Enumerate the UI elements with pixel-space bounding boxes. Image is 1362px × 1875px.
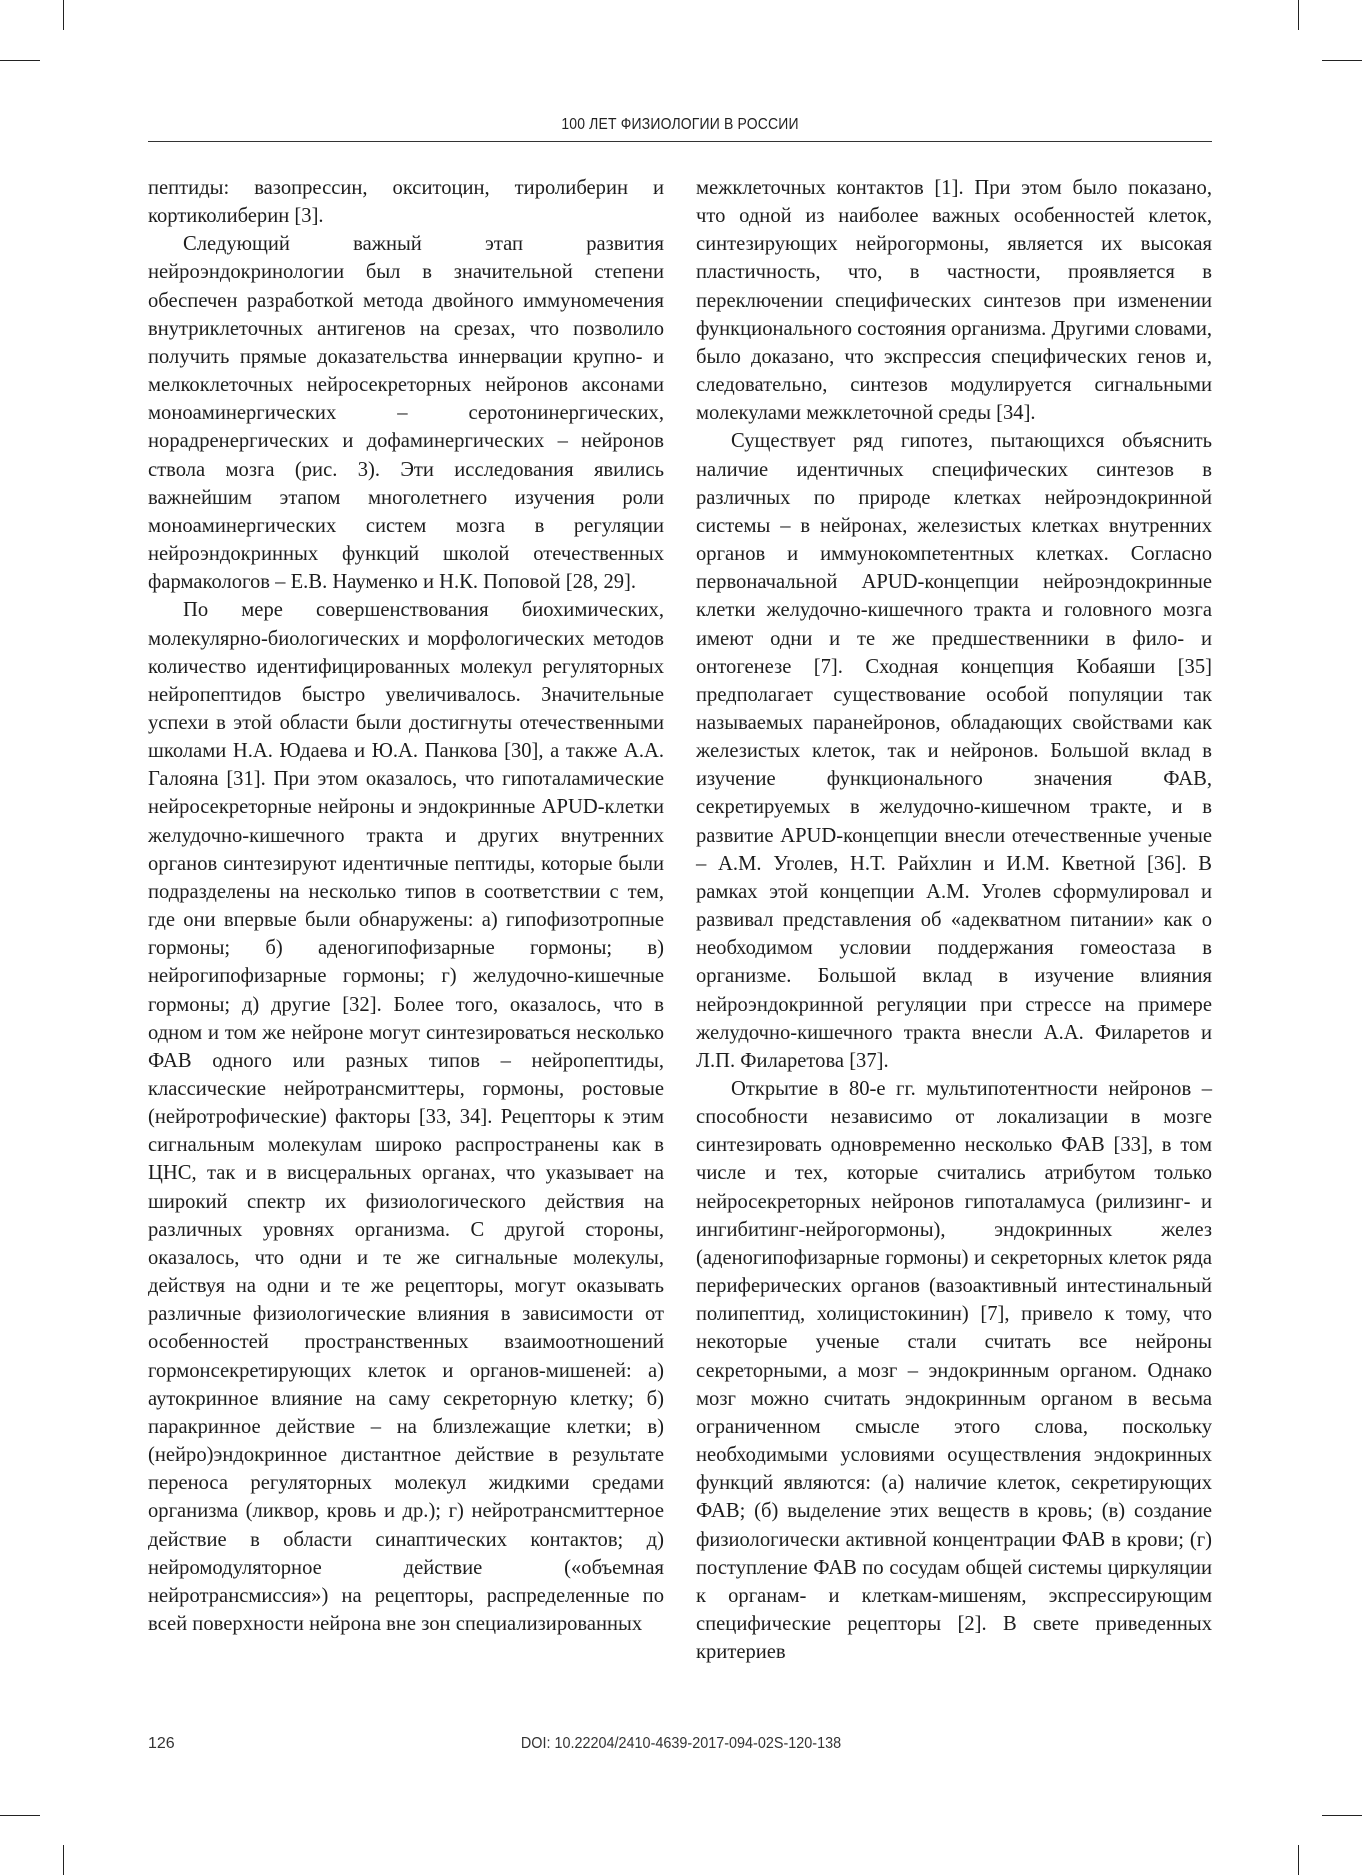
paragraph: пептиды: вазопрессин, окситоцин, тиролиберин и кортиколиберин [3]. — [148, 177, 664, 228]
paragraph: Открытие в 80-е гг. мультипотентности нейронов – способности независимо от локализации в мозге синтезировать одновременно несколько ФАВ [33], в том числе и тех, которые считались атрибутом только нейросекреторных нейронов гипоталамуса (рилизинг- и ингибитинг-нейрогормоны), эндокринных желез (аденогипофизарные гормоны) и секреторных клеток ряда периферических органов (вазоактивный интестинальный полипептид, холицистокинин) [7], привело к тому, что некоторые ученые стали считать все нейроны секреторными, а мозг – эндокринным органом. Однако мозг можно считать эндокринным органом в весьма ограниченном смысле этого слова, поскольку необходимыми условиями осуществления эндокринных функций являются: (а) наличие клеток, секретирующих ФАВ; (б) выделение этих веществ в кровь; (в) создание физиологически активной концентрации ФАВ в крови; (г) поступление ФАВ по сосудам общей системы циркуляции к органам- и клеткам-мишеням, экспрессирующим специфические рецепторы [2]. В свете приведенных критериев — [696, 1078, 1212, 1664]
crop-mark — [1322, 60, 1362, 61]
paragraph: межклеточных контактов [1]. При этом было показано, что одной из наиболее важных особенностей клеток, синтезирующих нейрогормоны, является их высокая пластичность, что, в частности, проявляется в переключении специфических синтезов при изменении функционального состояния организма. Другими словами, было доказано, что экспрессия специфических генов и, следовательно, синтезов модулируется сигнальными молекулами межклеточной среды [34]. — [696, 177, 1212, 425]
crop-mark — [0, 1815, 40, 1816]
crop-mark — [1298, 0, 1299, 30]
running-header: 100 ЛЕТ ФИЗИОЛОГИИ В РОССИИ — [561, 116, 799, 133]
left-column — [148, 174, 664, 1638]
crop-mark — [63, 1845, 64, 1875]
paragraph: Существует ряд гипотез, пытающихся объяснить наличие идентичных специфических синтезов в различных по природе клетках нейроэндокринной системы – в нейронах, железистых клетках внутренних органов и иммунокомпетентных клетках. Согласно первоначальной APUD-концепции нейроэндокринные клетки желудочно-кишечного тракта и головного мозга имеют одни и те же предшественники в фило- и онтогенезе [7]. Сходная концепция Кобаяши [35] предполагает существование особой популяции так называемых паранейронов, обладающих свойствами как железистых клеток, так и нейронов. Большой вклад в изучение функционального значения ФАВ, секретируемых в желудочно-кишечном тракте, и в развитие APUD-концепции внесли отечественные ученые – А.М. Уголев, Н.Т. Райхлин и И.М. Кветной [36]. В рамках этой концепции А.М. Уголев сформулировал и развивал представления об «адекватном питании» как о необходимом условии поддержания гомеостаза в организме. Большой вклад в изучение влияния нейроэндокринной регуляции при стрессе на примере желудочно-кишечного тракта внесли А.А. Филаретов и Л.П. Филаретова [37]. — [696, 430, 1212, 1072]
doi-footer: DOI: 10.22204/2410-4639-2017-094-02S-120-138 — [520, 1735, 842, 1752]
crop-mark — [1298, 1845, 1299, 1875]
crop-mark — [1322, 1815, 1362, 1816]
header-rule — [148, 141, 1212, 142]
crop-mark — [0, 60, 40, 61]
right-column — [696, 174, 1212, 1666]
paragraph: Следующий важный этап развития нейроэндокринологии был в значительной степени обеспечен разработкой метода двойного иммуномечения внутриклеточных антигенов на срезах, что позволило получить прямые доказательства иннервации крупно- и мелкоклеточных нейросекреторных нейронов аксонами моноаминергических – серотонинергических, норадренергических и дофаминергических – нейронов ствола мозга (рис. 3). Эти исследования явились важнейшим этапом многолетнего изучения роли моноаминергических систем мозга в регуляции нейроэндокринных функций школой отечественных фармакологов – Е.В. Науменко и Н.К. Поповой [28, 29]. — [148, 233, 664, 594]
paragraph: По мере совершенствования биохимических, молекулярно-биологических и морфологических методов количество идентифицированных молекул регуляторных нейропептидов быстро увеличивалось. Значительные успехи в этой области были достигнуты отечественными школами Н.А. Юдаева и Ю.А. Панкова [30], а также А.А. Галояна [31]. При этом оказалось, что гипоталамические нейросекреторные нейроны и эндокринные APUD-клетки желудочно-кишечного тракта и других внутренних органов синтезируют идентичные пептиды, которые были подразделены на несколько типов в соответствии с тем, где они впервые были обнаружены: а) гипофизотропные гормоны; б) аденогипофизарные гормоны; в) нейрогипофизарные гормоны; г) желудочно-кишечные гормоны; д) другие [32]. Более того, оказалось, что в одном и том же нейроне могут синтезироваться несколько ФАВ одного или разных типов – нейропептиды, классические нейротрансмиттеры, гормоны, ростовые (нейротрофические) факторы [33, 34]. Рецепторы к этим сигнальным молекулам широко распространены как в ЦНС, так и в висцеральных органах, что указывает на широкий спектр их физиологического действия на различных уровнях организма. С другой стороны, оказалось, что одни и те же сигнальные молекулы, действуя на одни и те же рецепторы, могут оказывать различные физиологические влияния в зависимости от особенностей пространственных взаимоотношений гормонсекретирующих клеток и органов-мишеней: а) аутокринное влияние на саму секреторную клетку; б) паракринное действие – на близлежащие клетки; в) (нейро)эндокринное дистантное действие в результате переноса регуляторных молекул жидкими средами организма (ликвор, кровь и др.); г) нейротрансмиттерное действие в области синаптических контактов; д) нейромодуляторное действие («объемная нейротрансмиссия») на рецепторы, распределенные по всей поверхности нейрона вне зон специализированных — [148, 599, 664, 1635]
page-number: 126 — [148, 1735, 175, 1752]
crop-mark — [63, 0, 64, 30]
